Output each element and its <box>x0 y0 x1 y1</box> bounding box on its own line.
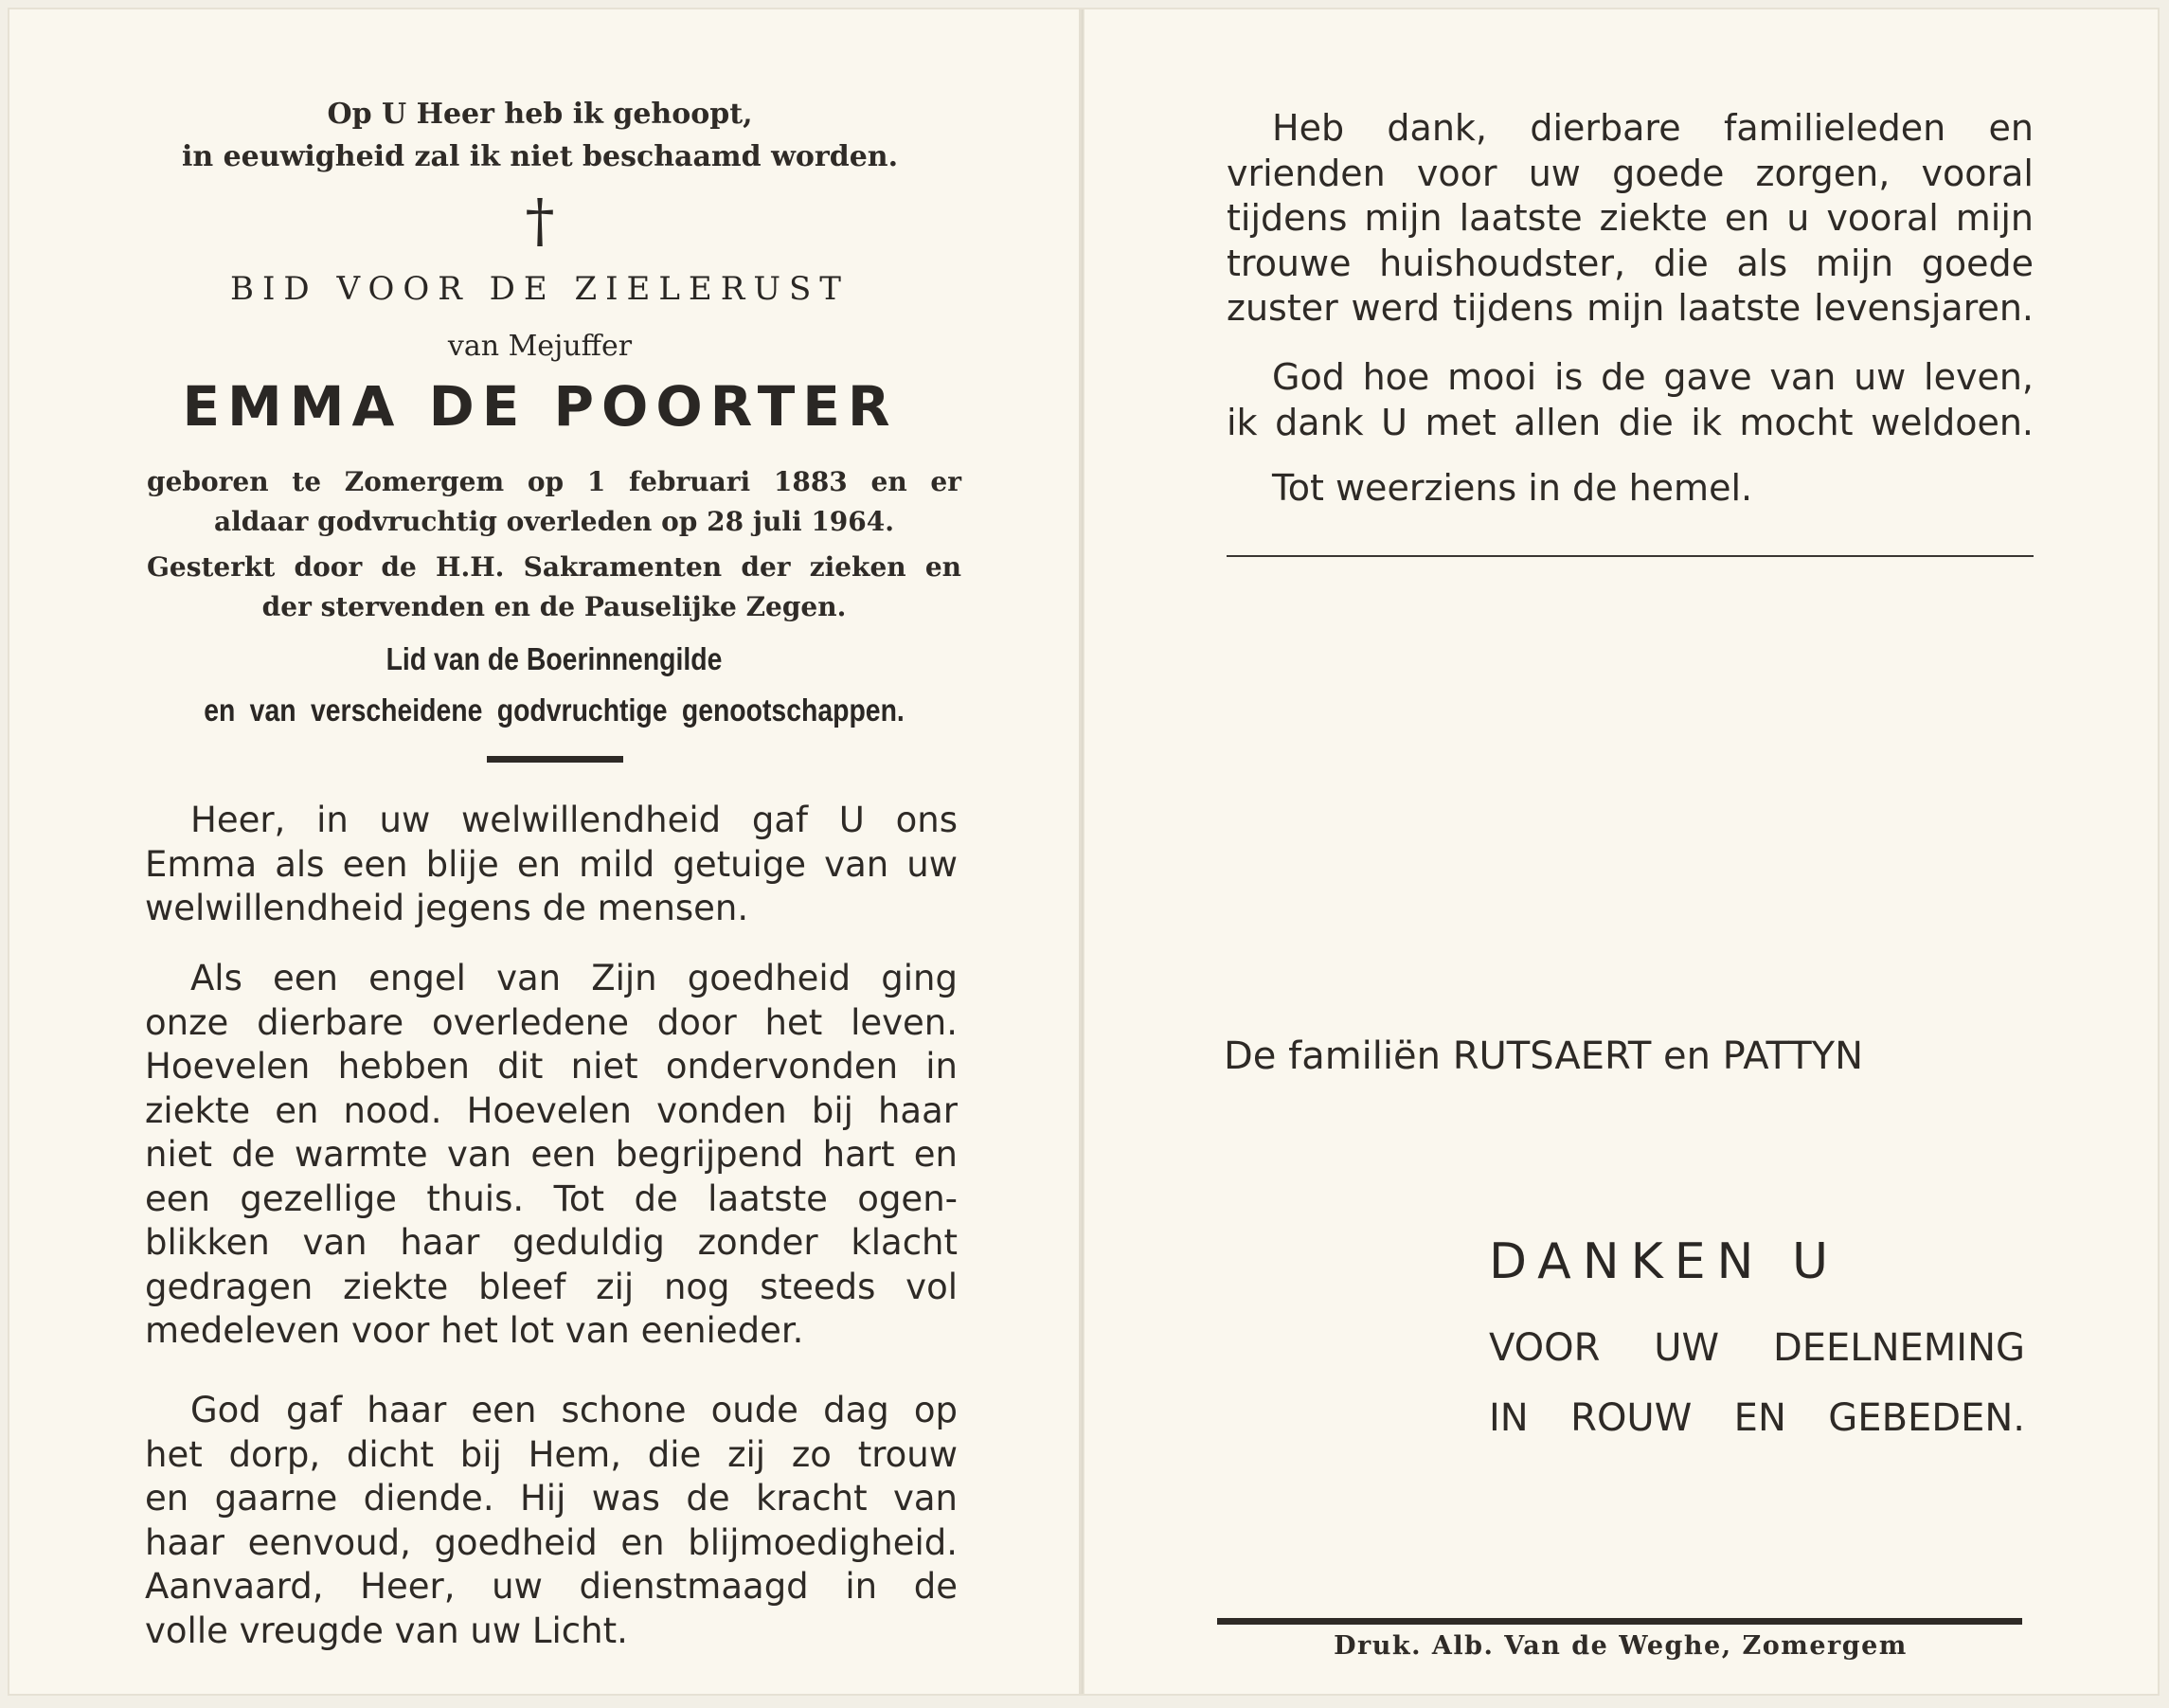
text-line: God hoe mooi is de gave van uw leven, <box>1272 356 2034 398</box>
text-line: het dorp, dicht bij Hem, die zij zo trouw <box>145 1433 958 1475</box>
printer-rule <box>1217 1618 2022 1625</box>
text-line: gedragen ziekte bleef zij nog steeds vol <box>145 1266 958 1307</box>
text-line: Heb dank, dierbare familieleden en <box>1272 107 2034 149</box>
text-line: een gezellige thuis. Tot de laatste ogen- <box>145 1178 958 1219</box>
verse-line: Op U Heer heb ik gehoopt, <box>327 98 753 131</box>
cross-icon: † <box>525 186 555 255</box>
text-line: Als een engel van Zijn goedheid ging <box>190 958 958 998</box>
text-line: onze dierbare overledene door het leven. <box>145 1001 958 1043</box>
thanks-line: IN ROUW EN GEBEDEN. <box>1489 1396 2025 1440</box>
sacraments-info <box>147 548 961 627</box>
printer-credit: Druk. Alb. Van de Weghe, Zomergem <box>1334 1631 1908 1661</box>
text-line: volle vreugde van uw Licht. <box>145 1609 628 1651</box>
paragraph-engel <box>145 957 958 1354</box>
deceased-name: EMMA DE POORTER <box>182 374 898 439</box>
text-line: trouwe huishoudster, die als mijn goede <box>1227 242 2034 284</box>
thanks-line: VOOR UW DEELNEMING <box>1489 1326 2025 1370</box>
membership-line: en van verscheidene godvruchtige genootschappen. <box>204 692 905 728</box>
paragraph-weerziens <box>1227 466 2034 512</box>
info-line: Gesterkt door de H.H. Sakramenten der zieken en <box>147 551 961 583</box>
text-line: vrienden voor uw goede zorgen, vooral <box>1227 152 2034 194</box>
text-line: haar eenvoud, goedheid en blijmoedigheid. <box>145 1521 958 1563</box>
thanks-heading: DANKEN U <box>1489 1233 1840 1290</box>
info-line: geboren te Zomergem op 1 februari 1883 en er <box>147 466 961 497</box>
text-line: niet de warmte van een begrijpend hart en <box>145 1134 958 1175</box>
text-line: blikken van haar geduldig zonder klacht <box>145 1222 958 1263</box>
text-line: welwillendheid jegens de mensen. <box>145 888 749 928</box>
text-line: ik dank U met allen die ik mocht weldoen. <box>1227 401 2034 443</box>
text-line: Heer, in uw welwillendheid gaf U ons <box>190 800 958 840</box>
info-line: aldaar godvruchtig overleden op 28 juli 1964. <box>213 506 895 537</box>
text-line: medeleven voor het lot van eenieder. <box>145 1310 804 1351</box>
opening-verse <box>123 93 957 178</box>
text-line: God gaf haar een schone oude dag op <box>190 1390 958 1430</box>
van-mejuffer-line: van Mejuffer <box>447 330 633 363</box>
paragraph-god <box>145 1389 958 1653</box>
text-line: Hoevelen hebben dit niet ondervonden in <box>145 1046 958 1087</box>
text-line: ziekte en nood. Hoevelen vonden bij haar <box>145 1089 958 1131</box>
birth-death-info <box>147 462 961 542</box>
paragraph-heer <box>145 799 958 931</box>
prayer-heading: BID VOOR DE ZIELERUST <box>230 270 850 308</box>
verse-line: in eeuwigheid zal ik niet beschaamd worden. <box>181 140 899 173</box>
text-line: Aanvaard, Heer, uw dienstmaagd in de <box>145 1566 958 1607</box>
divider-rule <box>487 756 623 763</box>
paragraph-dank <box>1227 106 2034 332</box>
info-line: der stervenden en de Pauselijke Zegen. <box>261 591 847 622</box>
divider-rule <box>1227 555 2034 557</box>
families-line: De familiën RUTSAERT en PATTYN <box>1224 1034 1864 1078</box>
text-line: tijdens mijn laatste ziekte en u vooral mijn <box>1227 197 2034 239</box>
text-line: en gaarne diende. Hij was de kracht van <box>145 1478 958 1519</box>
text-line: Emma als een blije en mild getuige van uw <box>145 843 958 885</box>
membership-line: Lid van de Boerinnengilde <box>385 641 723 676</box>
text-line: Tot weerziens in de hemel. <box>1272 467 1753 509</box>
text-line: zuster werd tijdens mijn laatste levensjaren. <box>1227 287 2034 329</box>
paragraph-gave <box>1227 355 2034 445</box>
